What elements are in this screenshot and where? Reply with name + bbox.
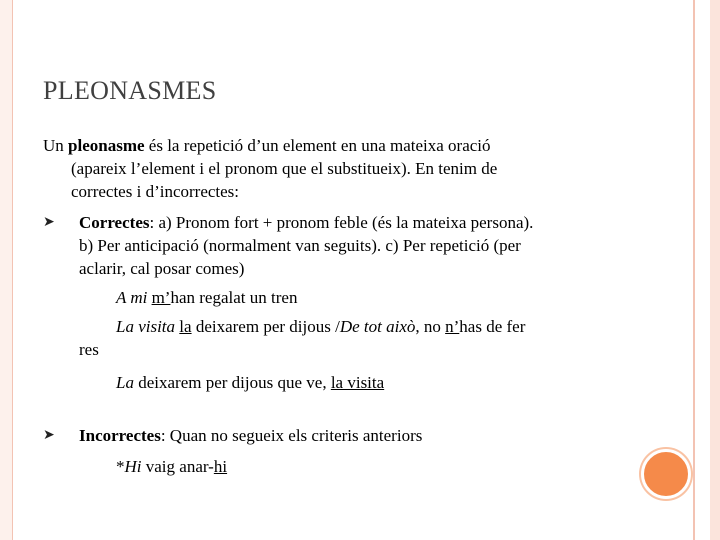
frame-left-line (12, 0, 13, 540)
example-3: La deixarem per dijous que ve, la visita (116, 373, 385, 392)
term-incorrectes: Incorrectes (79, 426, 161, 445)
intro-paragraph: Un pleonasme és la repetició d’un element en una mateixa oració (43, 136, 491, 155)
bullet-correctes: ➤ Correctes: a) Pronom fort + pronom feble (és la mateixa persona). b) Per anticipació (normalment van seguits). c) Per repetició (per aclarir, cal posar comes) (43, 211, 643, 280)
correctes-line-3: aclarir, cal posar comes) (79, 259, 245, 278)
term-correctes: Correctes (79, 213, 150, 232)
arrowhead-bullet-icon: ➤ (43, 214, 55, 230)
slide-title: PLEONASMES (43, 76, 217, 105)
arrowhead-bullet-icon: ➤ (43, 427, 55, 443)
example-2-wrap: res (79, 340, 99, 359)
example-4: *Hi vaig anar-hi (116, 457, 228, 476)
intro-line-3: correctes i d’incorrectes: (71, 182, 240, 201)
slide-body (43, 134, 643, 478)
correctes-line-2: b) Per anticipació (normalment van seguits). c) Per repetició (per (79, 236, 521, 255)
intro-line-2: (apareix l’element i el pronom que el substitueix). En tenim de (71, 159, 498, 178)
bullet-incorrectes: ➤ Incorrectes: Quan no segueix els criteris anteriors (43, 426, 423, 445)
term-pleonasme: pleonasme (68, 136, 145, 155)
example-2: La visita la deixarem per dijous /De tot això, no n’has de fer (116, 317, 526, 336)
frame-right-line (693, 0, 695, 540)
example-1: A mi m’han regalat un tren (116, 288, 298, 307)
decorative-circle (641, 449, 691, 499)
